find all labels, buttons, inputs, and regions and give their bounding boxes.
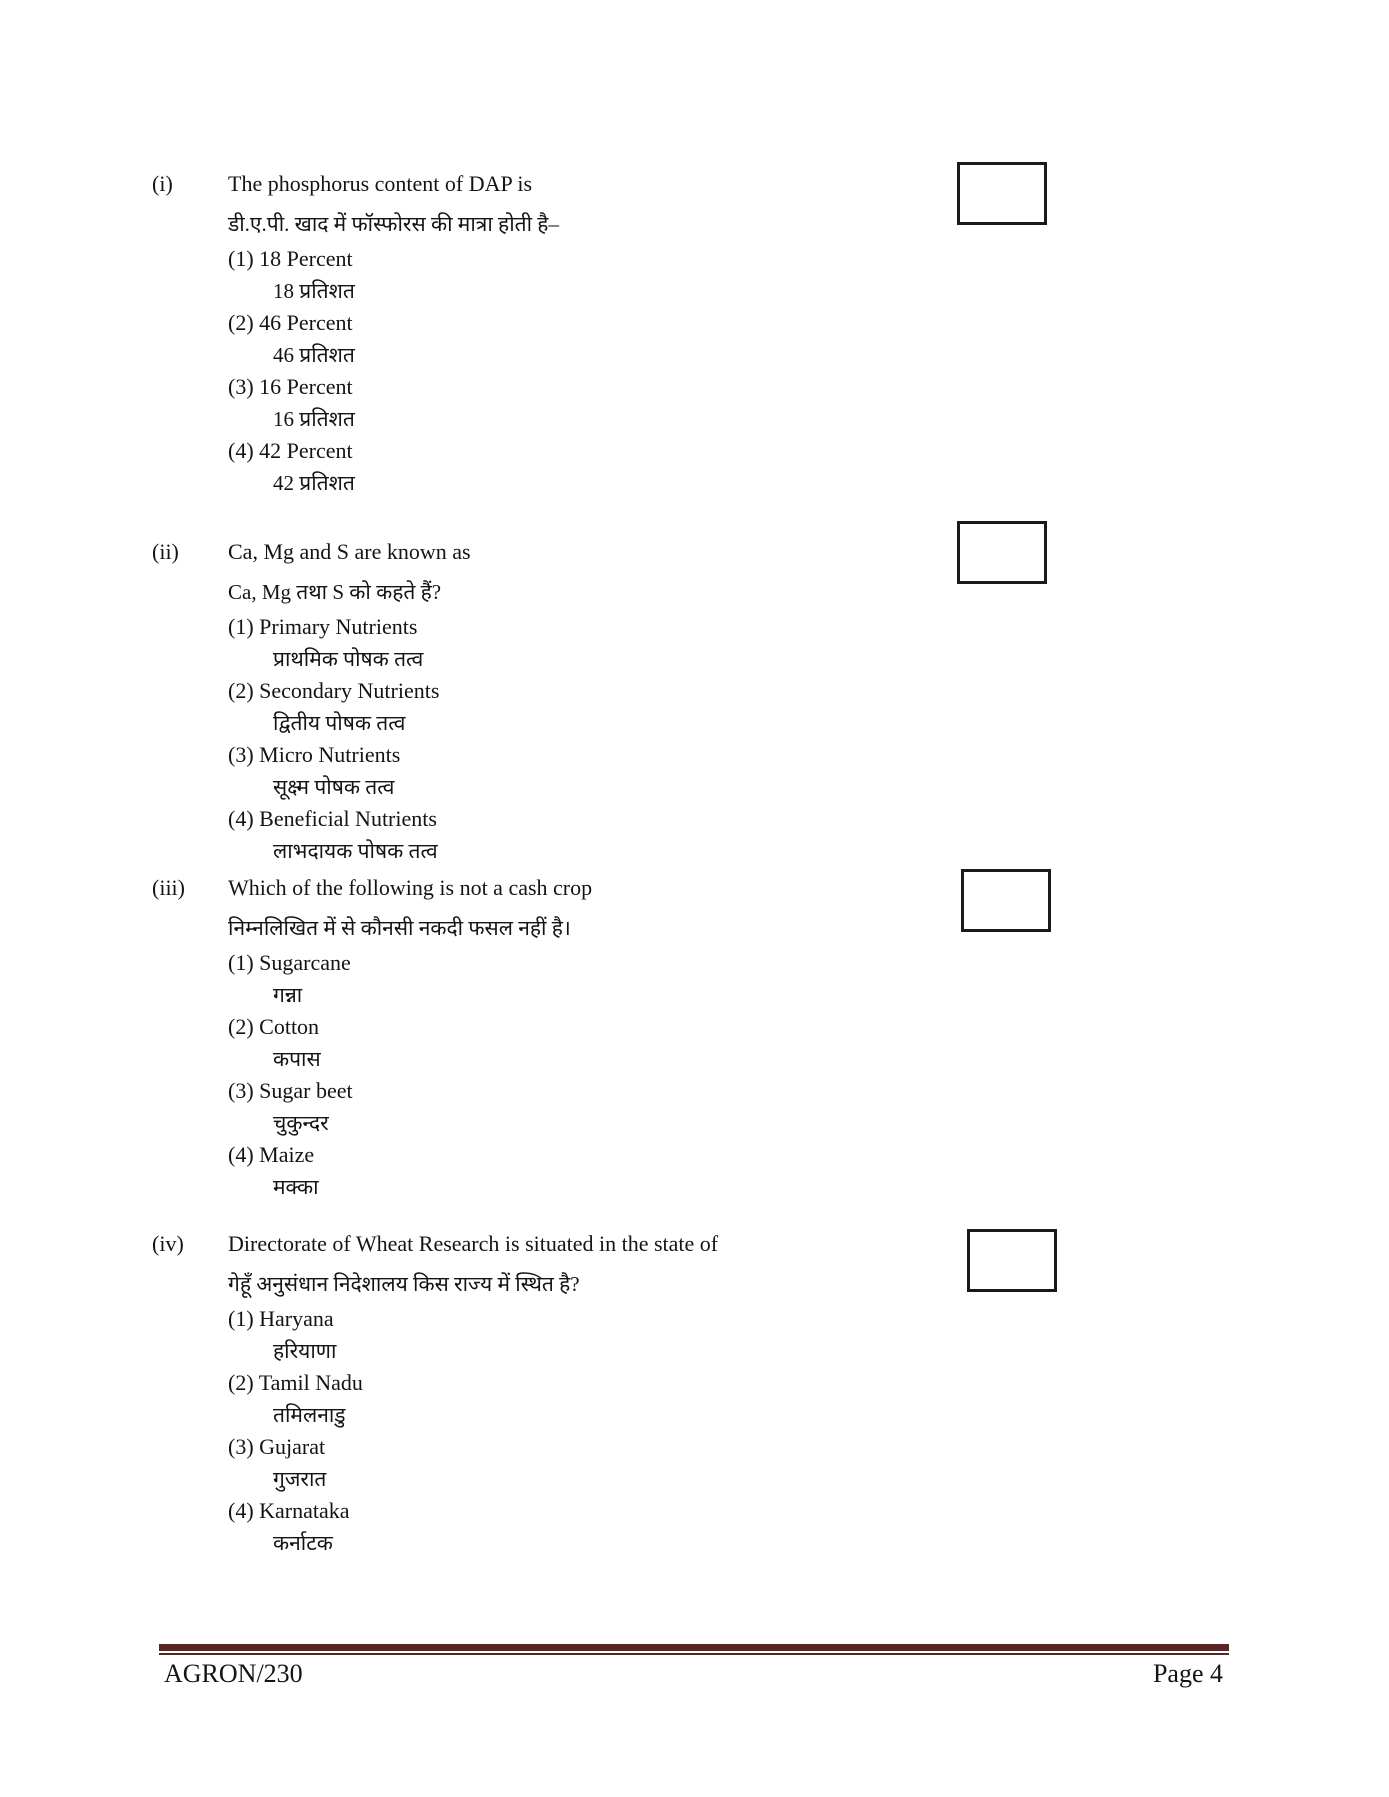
option-row: [228, 243, 1389, 307]
option-label-en: Secondary Nutrients: [259, 678, 440, 703]
question-text-en: Directorate of Wheat Research is situated in the state of: [228, 1231, 719, 1256]
question-number: (iii): [152, 875, 185, 900]
answer-box[interactable]: [967, 1229, 1057, 1292]
option-label-hi: सूक्ष्म पोषक तत्व: [273, 775, 395, 799]
question-number: (iv): [152, 1231, 184, 1256]
answer-box[interactable]: [957, 521, 1047, 584]
option-row: [228, 1431, 1389, 1495]
option-label-hi: द्वितीय पोषक तत्व: [273, 711, 406, 735]
option-row: [228, 435, 1389, 499]
option-label-hi: चुकुन्दर: [273, 1111, 329, 1135]
option-label-hi: प्राथमिक पोषक तत्व: [273, 647, 424, 671]
option-number: (4): [228, 1498, 254, 1523]
question-text-en: Which of the following is not a cash crop: [228, 875, 593, 900]
option-number: (1): [228, 950, 254, 975]
option-label-en: Primary Nutrients: [259, 614, 418, 639]
option-label-hi: कपास: [273, 1047, 321, 1071]
option-row: [228, 1495, 1389, 1559]
option-number: (2): [228, 1014, 254, 1039]
option-label-hi: 42 प्रतिशत: [273, 471, 355, 495]
option-row: [228, 1367, 1389, 1431]
option-number: (1): [228, 614, 254, 639]
option-row: [228, 611, 1389, 675]
question-block-iii: [0, 872, 1389, 1203]
footer-divider-thin-line: [159, 1653, 1229, 1655]
option-number: (4): [228, 1142, 254, 1167]
answer-box[interactable]: [961, 869, 1051, 932]
option-label-en: Sugarcane: [259, 950, 351, 975]
option-label-en: Haryana: [259, 1306, 334, 1331]
page-footer: [159, 1660, 1229, 1688]
option-label-en: Maize: [259, 1142, 315, 1167]
footer-divider-thick-line: [159, 1644, 1229, 1651]
question-text-en: The phosphorus content of DAP is: [228, 171, 533, 196]
answer-box[interactable]: [957, 162, 1047, 225]
option-label-en: 16 Percent: [259, 374, 353, 399]
option-number: (2): [228, 1370, 254, 1395]
option-label-en: 42 Percent: [259, 438, 353, 463]
question-number: (i): [152, 171, 173, 196]
option-label-en: Beneficial Nutrients: [259, 806, 437, 831]
option-row: [228, 1303, 1389, 1367]
footer-course-code: AGRON/230: [164, 1659, 303, 1688]
option-row: [228, 1075, 1389, 1139]
option-label-hi: 18 प्रतिशत: [273, 279, 355, 303]
option-number: (3): [228, 1434, 254, 1459]
option-label-hi: 16 प्रतिशत: [273, 407, 355, 431]
option-row: [228, 803, 1389, 867]
option-label-hi: गुजरात: [273, 1467, 327, 1491]
option-label-en: Karnataka: [259, 1498, 350, 1523]
question-text-hi: निम्नलिखित में से कौनसी नकदी फसल नहीं है।: [228, 916, 571, 940]
option-label-hi: 46 प्रतिशत: [273, 343, 355, 367]
question-block-iv: [0, 1228, 1389, 1559]
option-label-en: Gujarat: [259, 1434, 326, 1459]
option-number: (1): [228, 246, 254, 271]
question-text-hi: Ca, Mg तथा S को कहते हैं?: [228, 580, 442, 604]
option-row: [228, 307, 1389, 371]
option-label-en: 18 Percent: [259, 246, 353, 271]
option-number: (3): [228, 374, 254, 399]
option-label-hi: लाभदायक पोषक तत्व: [273, 839, 438, 863]
question-text-hi: डी.ए.पी. खाद में फॉस्फोरस की मात्रा होती है–: [228, 212, 559, 236]
option-number: (2): [228, 678, 254, 703]
option-row: [228, 739, 1389, 803]
question-text-hi: गेहूँ अनुसंधान निदेशालय किस राज्य में स्थित है?: [228, 1272, 580, 1296]
option-label-hi: कर्नाटक: [273, 1531, 333, 1555]
option-label-en: Cotton: [259, 1014, 320, 1039]
option-label-en: Tamil Nadu: [258, 1370, 363, 1395]
footer-page-number: Page 4: [1152, 1659, 1223, 1688]
option-number: (3): [228, 742, 254, 767]
option-label-en: Sugar beet: [259, 1078, 353, 1103]
option-row: [228, 675, 1389, 739]
option-row: [228, 371, 1389, 435]
option-label-en: Micro Nutrients: [259, 742, 401, 767]
option-label-hi: गन्ना: [273, 983, 303, 1007]
option-label-hi: तमिलनाडु: [273, 1403, 346, 1427]
option-number: (2): [228, 310, 254, 335]
option-row: [228, 1011, 1389, 1075]
option-label-en: 46 Percent: [259, 310, 353, 335]
question-number: (ii): [152, 539, 179, 564]
option-label-hi: हरियाणा: [273, 1339, 337, 1363]
footer-divider: [159, 1644, 1229, 1655]
option-number: (4): [228, 438, 254, 463]
option-number: (3): [228, 1078, 254, 1103]
option-label-hi: मक्का: [273, 1175, 319, 1199]
question-text-en: Ca, Mg and S are known as: [228, 539, 471, 564]
option-number: (1): [228, 1306, 254, 1331]
option-row: [228, 947, 1389, 1011]
question-block-i: [0, 168, 1389, 499]
option-number: (4): [228, 806, 254, 831]
question-block-ii: [0, 536, 1389, 867]
option-row: [228, 1139, 1389, 1203]
